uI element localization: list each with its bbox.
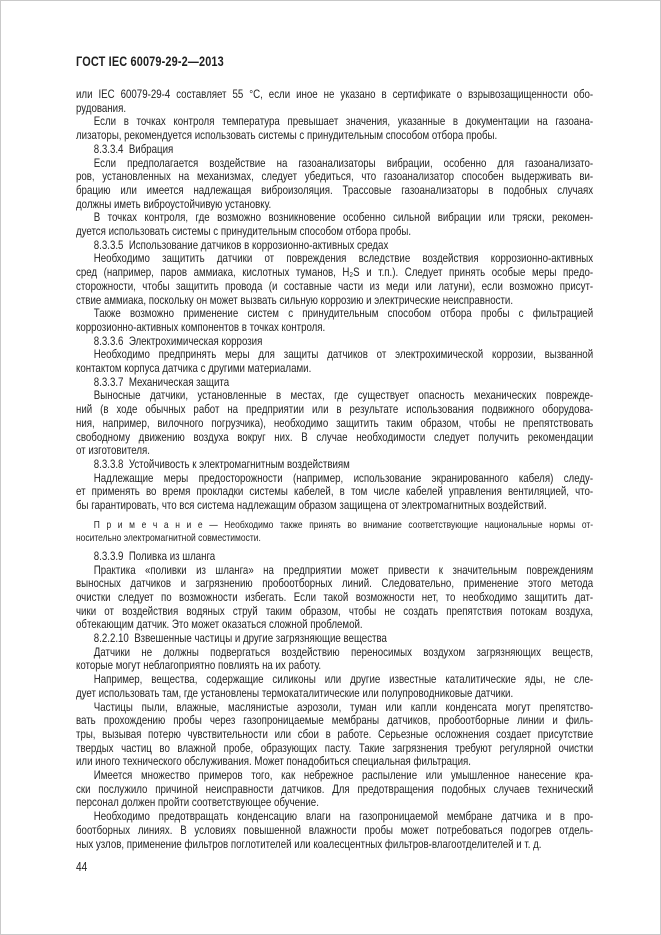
text-line: 8.3.3.8 Устойчивость к электромагнитным воздействиям — [93, 456, 350, 471]
text-line: Датчики не должны подвергаться воздействию переносимых воздухом загрязняющих веществ, — [93, 644, 594, 659]
text-line: брацию или имеется надлежащая виброизоляция. Трассовые газоанализаторы в подобных случаях — [76, 182, 594, 197]
text-line: вать прохождению пробы через газопроницаемые мембраны датчиков, пробоотборные линии и филь- — [76, 713, 594, 728]
section-heading — [76, 458, 593, 472]
text-line: Имеется множество примеров того, как небрежное распыление или умышленное нанесение кра- — [93, 768, 594, 783]
text-line: Надлежащие меры предосторожности (например, использование экранированного кабеля) следу- — [93, 470, 594, 485]
paragraph — [76, 115, 593, 142]
text-line: дует использовать там, где установлены термокаталитические или полупроводниковые датчики. — [76, 685, 514, 700]
note-paragraph — [76, 519, 593, 545]
section-heading — [76, 550, 593, 564]
text-line: тры, вызывая потерю чувствительности или сбои в работе. Серьезные осложнения создает присутствие — [76, 726, 594, 741]
text-line: сторожности, чтобы защитить провода (и составные части из меди или латуни), если возможно присут- — [76, 278, 594, 293]
text-line: которые могут неблагоприятно повлиять на их работу. — [76, 658, 322, 673]
text-line: очистки следует по возможности избегать. Если такой возможности нет, то необходимо защитить дат- — [76, 589, 594, 604]
text-line: дуется использовать системы с принудительным способом отбора пробы. — [76, 224, 412, 239]
paragraph — [76, 252, 593, 307]
text-line: чики от воздействия водяных струй таким образом, чтобы не создать препятствия потокам воздуха, — [76, 603, 594, 618]
document-body — [76, 88, 593, 851]
text-line: Необходимо защитить датчики от повреждения вследствие воздействия коррозионно-активных — [93, 251, 594, 266]
text-line: Также возможно применение систем с принудительным способом отбора пробы с фильтрацией — [93, 306, 594, 321]
text-line: коррозионно-активных компонентов в точках контроля. — [76, 319, 326, 334]
text-line: носительно электромагнитной совместимости. — [76, 531, 261, 544]
text-line: Частицы пыли, влажные, маслянистые аэрозоли, туман или капли конденсата могут препятство- — [93, 699, 594, 714]
text-line: или иного технического обслуживания. Может понадобиться специальная фильтрация. — [76, 754, 471, 769]
text-line: контактом корпуса датчика с другими материалами. — [76, 361, 312, 376]
section-heading — [76, 143, 593, 157]
paragraph — [76, 157, 593, 212]
paragraph — [76, 810, 593, 851]
text-line: от изготовителя. — [76, 443, 150, 458]
text-line: лизаторы, рекомендуется использовать системы с принудительным способом отбора пробы. — [76, 128, 498, 143]
section-heading — [76, 335, 593, 349]
text-line: ров, установленных на механизмах, следует убедиться, что газоанализатор способен выдерживать ви- — [76, 169, 594, 184]
paragraph — [76, 673, 593, 700]
paragraph — [76, 307, 593, 334]
text-line: ния, например, вилочного погрузчика), необходимо защитить таким образом, чтобы не препятствовать — [76, 415, 594, 430]
paragraph — [76, 389, 593, 458]
paragraph — [76, 348, 593, 375]
text-line: боотборных линиях. В условиях повышенной влажности пробы может потребоваться подогрев отдель- — [76, 822, 594, 837]
text-line: 8.2.2.10 Взвешенные частицы и другие загрязняющие вещества — [93, 631, 387, 646]
text-line: 8.3.3.9 Поливка из шланга — [93, 548, 216, 563]
paragraph — [76, 472, 593, 513]
paragraph — [76, 701, 593, 770]
paragraph — [76, 769, 593, 810]
text-line: свободному движению воздуха вокруг них. В случае необходимости следует получить рекомендации — [76, 429, 594, 444]
text-line: ний (в ходе обычных работ на предприятии или в результате использования подвижного оборудова- — [76, 402, 594, 417]
section-heading — [76, 632, 593, 646]
page-number: 44 — [76, 860, 88, 875]
paragraph — [76, 88, 593, 115]
paragraph — [76, 646, 593, 673]
text-line: ет применять во время прокладки системы кабелей, в том числе кабелей управления вентиляцией, что- — [76, 484, 594, 499]
text-line: Выносные датчики, установленные в местах, где существует опасность механических поврежде- — [93, 388, 594, 403]
text-line: 8.3.3.7 Механическая защита — [93, 374, 230, 389]
text-line: сред (например, паров аммиака, кислотных туманов, H₂S и т.п.). Следует принять особые меры предо- — [76, 265, 594, 280]
text-line: или IEC 60079-29-4 составляет 55 °С, если иное не указано в сертификате о взрывозащищенности обо- — [76, 87, 594, 101]
text-line: 8.3.3.6 Электрохимическая коррозия — [93, 333, 263, 348]
text-line: бы гарантировать, что вся система надлежащим образом защищена от электромагнитных воздействий. — [76, 498, 547, 513]
text-line: Необходимо предпринять меры для защиты датчиков от электрохимической коррозии, вызванной — [93, 347, 594, 362]
text-line: твердых частиц во влажной пробе, образующих пасту. Такие загрязнения требуют регулярной очистки — [76, 740, 594, 755]
text-line: Например, вещества, содержащие силиконы или другие известные каталитические яды, не сле- — [93, 672, 594, 687]
text-line: должны иметь виброустойчивую установку. — [76, 196, 272, 211]
text-line: обтекающим датчик. Это может оказаться сложной проблемой. — [76, 617, 363, 632]
text-line: ствие аммиака, поскольку он может вызвать сильную коррозию и электрические неисправности. — [76, 292, 514, 307]
document-header: ГОСТ IEC 60079-29-2—2013 — [76, 54, 224, 69]
text-line: Необходимо предотвращать конденсацию влаги на газопроницаемой мембране датчика и в про- — [93, 809, 594, 824]
text-line: П р и м е ч а н и е — Необходимо также принять во внимание соответствующие национальные нормы от- — [93, 518, 594, 531]
text-line: выносных датчиков и загрязнению пробоотборных линий. Следовательно, применение этого метода — [76, 576, 594, 591]
text-line: Практика «поливки из шланга» на предприятии может привести к значительным повреждениям — [93, 562, 594, 577]
text-line: Если в точках контроля температура превышает значения, указанные в документации на газоана- — [93, 114, 594, 129]
text-line: В точках контроля, где возможно возникновение особенно сильной вибрации или тряски, рекомен- — [93, 210, 594, 225]
paragraph — [76, 211, 593, 238]
text-line: ных узлов, применение фильтров поглотителей или коалесцентных фильтров-влагоотделителей и т. д. — [76, 836, 542, 851]
text-line: ски послужило причиной неисправности датчиков. Для предотвращения подобных случаев технический — [76, 781, 594, 796]
text-line: 8.3.3.5 Использование датчиков в коррозионно-активных средах — [93, 237, 389, 252]
paragraph — [76, 564, 593, 633]
text-line: рудования. — [76, 100, 127, 115]
text-line: Если предполагается воздействие на газоанализаторы вибрации, особенно для газоанализато- — [93, 155, 594, 170]
text-line: персонал должен пройти соответствующее обучение. — [76, 795, 319, 810]
section-heading — [76, 239, 593, 253]
text-line: 8.3.3.4 Вибрация — [93, 141, 174, 156]
section-heading — [76, 376, 593, 390]
text-column — [76, 54, 593, 874]
